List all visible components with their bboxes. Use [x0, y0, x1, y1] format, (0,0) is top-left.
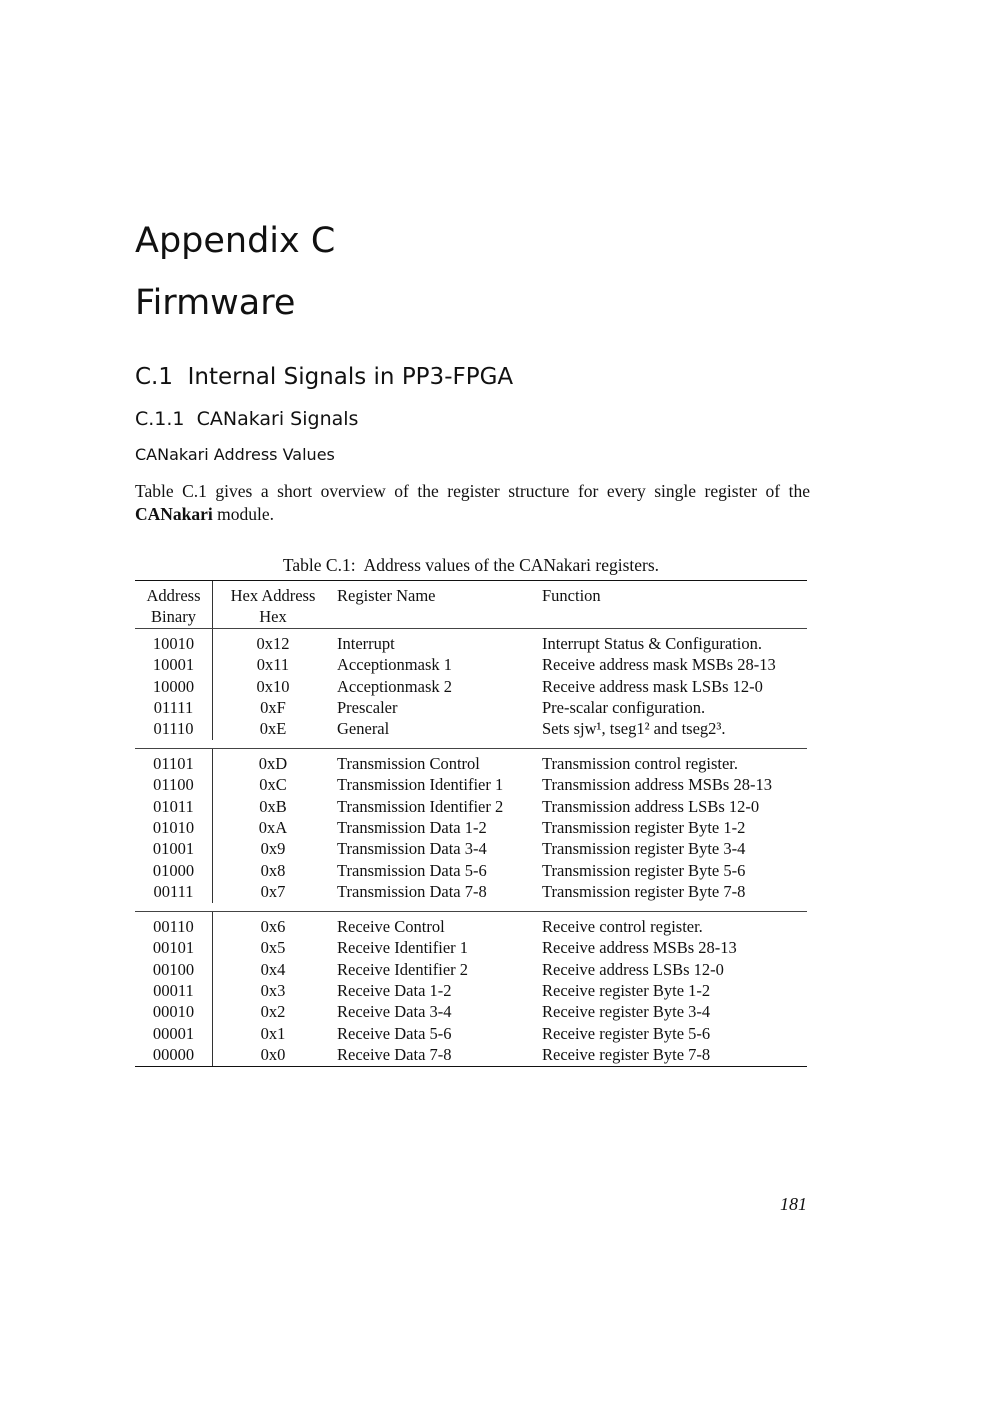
cell-function: Transmission control register. — [542, 753, 739, 773]
cell-register-name: Transmission Identifier 1 — [337, 775, 504, 795]
cell-register-name: Transmission Data 3-4 — [337, 839, 487, 859]
cell-function: Receive register Byte 5-6 — [542, 1023, 711, 1043]
cell-hex-address: 0xF — [260, 698, 286, 718]
cell-binary-address: 01010 — [135, 817, 213, 838]
chapter-title: Firmware — [135, 283, 296, 323]
cell-register-name: Transmission Data 7-8 — [337, 882, 487, 902]
register-table-wrapper — [135, 580, 807, 1067]
cell-hex-address: 0xE — [259, 719, 287, 739]
cell-function: Receive address mask LSBs 12-0 — [542, 676, 763, 696]
cell-function: Receive address MSBs 28-13 — [542, 938, 737, 958]
cell-register-name: Receive Data 7-8 — [337, 1045, 452, 1065]
intro-paragraph — [135, 480, 810, 526]
table-row — [135, 1023, 807, 1044]
table-row — [135, 980, 807, 1001]
cell-function: Pre-scalar configuration. — [542, 698, 706, 718]
table-row — [135, 774, 807, 795]
cell-hex-address: 0x1 — [260, 1023, 286, 1043]
cell-register-name: Receive Data 5-6 — [337, 1023, 452, 1043]
register-table — [135, 581, 807, 1066]
cell-binary-address: 01101 — [135, 749, 213, 774]
cell-function: Transmission register Byte 5-6 — [542, 860, 746, 880]
cell-binary-address: 00110 — [135, 912, 213, 937]
table-row — [135, 817, 807, 838]
table-row — [135, 838, 807, 859]
table-body — [135, 628, 807, 1065]
cell-hex-address: 0xB — [259, 796, 287, 816]
cell-hex-address: 0x0 — [260, 1045, 286, 1065]
cell-binary-address: 01111 — [135, 697, 213, 718]
cell-hex-address: 0x4 — [260, 959, 286, 979]
section-heading — [135, 364, 513, 390]
table-header-row — [135, 581, 807, 606]
table-row — [135, 676, 807, 697]
cell-register-name: Receive Data 1-2 — [337, 980, 452, 1000]
table-caption — [135, 555, 807, 576]
cell-function: Transmission register Byte 3-4 — [542, 839, 746, 859]
table-row — [135, 654, 807, 675]
table-row — [135, 1044, 807, 1065]
intro-module-name: CANakari — [135, 504, 213, 524]
intro-text-before: Table C.1 gives a short overview of the register structure for every single register of the — [135, 481, 810, 501]
cell-register-name: Receive Identifier 2 — [337, 959, 469, 979]
cell-register-name: Transmission Data 5-6 — [337, 860, 487, 880]
cell-binary-address: 00100 — [135, 959, 213, 980]
cell-binary-address: 01001 — [135, 838, 213, 859]
cell-hex-address: 0x7 — [260, 882, 286, 902]
table-row — [135, 937, 807, 958]
table-row — [135, 1001, 807, 1022]
table-row — [135, 749, 807, 774]
cell-binary-address: 00111 — [135, 881, 213, 902]
cell-register-name: Prescaler — [337, 698, 398, 718]
cell-register-name: Receive Control — [337, 916, 445, 936]
appendix-label: Appendix C — [135, 221, 336, 261]
subsection-title: CANakari Signals — [196, 408, 359, 430]
cell-function: Receive address LSBs 12-0 — [542, 959, 724, 979]
cell-hex-address: 0x9 — [260, 839, 286, 859]
header-register-name: Register Name — [337, 586, 436, 605]
cell-binary-address: 00011 — [135, 980, 213, 1001]
cell-hex-address: 0x6 — [260, 916, 286, 936]
cell-hex-address: 0x3 — [260, 980, 286, 1000]
table-row — [135, 860, 807, 881]
cell-hex-address: 0xD — [258, 753, 288, 773]
subheader-empty — [333, 606, 542, 628]
subsection-heading — [135, 408, 358, 430]
cell-hex-address: 0x5 — [260, 938, 286, 958]
cell-function: Receive control register. — [542, 916, 703, 936]
cell-hex-address: 0x8 — [260, 860, 286, 880]
table-row — [135, 912, 807, 937]
header-hex-address: Hex Address — [230, 586, 316, 605]
group-spacer — [135, 903, 807, 912]
cell-function: Interrupt Status & Configuration. — [542, 633, 762, 653]
cell-binary-address: 01011 — [135, 796, 213, 817]
cell-binary-address: 00101 — [135, 937, 213, 958]
section-number: C.1 — [135, 364, 174, 390]
table-row — [135, 718, 807, 739]
cell-hex-address: 0x10 — [256, 676, 290, 696]
subheader-binary: Binary — [135, 606, 213, 628]
table-row — [135, 628, 807, 654]
subheader-hex: Hex — [213, 606, 334, 628]
cell-hex-address: 0x12 — [256, 633, 290, 653]
cell-register-name: Acceptionmask 1 — [337, 655, 453, 675]
cell-function: Sets sjw¹, tseg1² and tseg2³. — [542, 719, 726, 739]
section-title: Internal Signals in PP3-FPGA — [187, 364, 514, 390]
cell-binary-address: 10000 — [135, 676, 213, 697]
table-subheader-row — [135, 606, 807, 628]
table-row — [135, 881, 807, 902]
cell-function: Transmission address MSBs 28-13 — [542, 775, 772, 795]
cell-binary-address: 01110 — [135, 718, 213, 739]
header-function: Function — [542, 586, 601, 605]
cell-hex-address: 0xA — [258, 818, 288, 838]
cell-function: Transmission register Byte 1-2 — [542, 818, 746, 838]
cell-hex-address: 0x11 — [256, 655, 290, 675]
page-number: 181 — [780, 1194, 807, 1214]
header-address: Address — [135, 581, 213, 606]
table-bottom-rule — [135, 1066, 807, 1067]
cell-register-name: Interrupt — [337, 633, 395, 653]
intro-text-after: module. — [212, 504, 275, 524]
cell-register-name: Transmission Control — [337, 753, 480, 773]
cell-binary-address: 00000 — [135, 1044, 213, 1065]
cell-function: Transmission register Byte 7-8 — [542, 882, 746, 902]
cell-register-name: Receive Identifier 1 — [337, 938, 469, 958]
cell-function: Receive register Byte 7-8 — [542, 1045, 711, 1065]
cell-register-name: General — [337, 719, 390, 739]
subsection-number: C.1.1 — [135, 408, 185, 430]
cell-binary-address: 00010 — [135, 1001, 213, 1022]
group-spacer — [135, 740, 807, 749]
table-row — [135, 697, 807, 718]
table-row — [135, 959, 807, 980]
cell-register-name: Receive Data 3-4 — [337, 1002, 452, 1022]
cell-register-name: Transmission Identifier 2 — [337, 796, 504, 816]
table-row — [135, 796, 807, 817]
cell-binary-address: 01000 — [135, 860, 213, 881]
cell-function: Transmission address LSBs 12-0 — [542, 796, 760, 816]
cell-binary-address: 00001 — [135, 1023, 213, 1044]
cell-register-name: Transmission Data 1-2 — [337, 818, 487, 838]
cell-binary-address: 10001 — [135, 654, 213, 675]
table-caption-text: Address values of the CANakari registers. — [363, 555, 660, 575]
cell-binary-address: 10010 — [135, 628, 213, 654]
cell-function: Receive register Byte 3-4 — [542, 1002, 711, 1022]
cell-hex-address: 0x2 — [260, 1002, 286, 1022]
table-caption-prefix: Table C.1: — [282, 555, 356, 575]
paragraph-heading: CANakari Address Values — [135, 445, 335, 464]
cell-hex-address: 0xC — [259, 775, 287, 795]
cell-register-name: Acceptionmask 2 — [337, 676, 453, 696]
cell-function: Receive register Byte 1-2 — [542, 980, 711, 1000]
cell-function: Receive address mask MSBs 28-13 — [542, 655, 776, 675]
cell-binary-address: 01100 — [135, 774, 213, 795]
subheader-empty — [542, 606, 807, 628]
